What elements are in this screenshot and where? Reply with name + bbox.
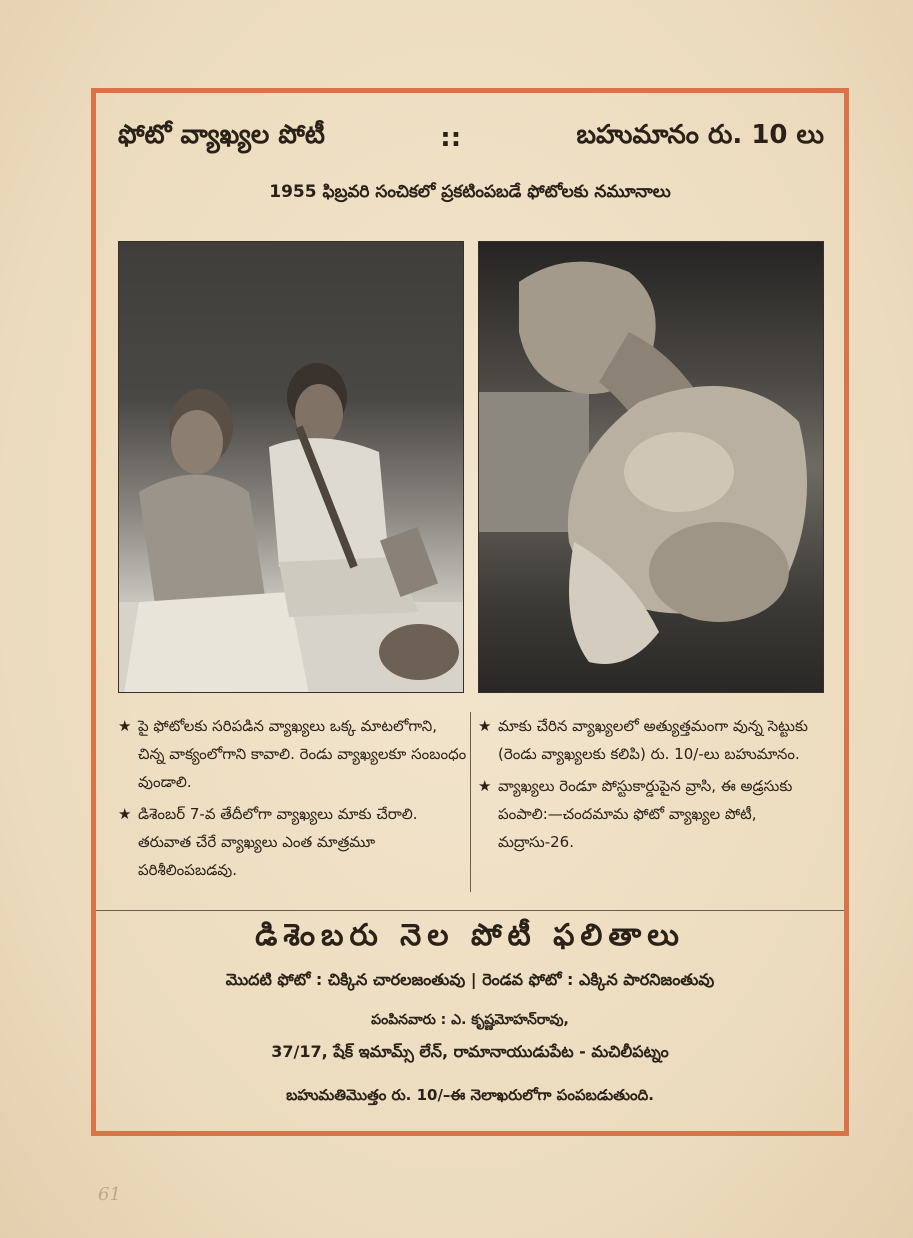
contest-title: ఫోటో వ్యాఖ్యల పోటీ (118, 120, 325, 150)
star-icon: ★ (118, 717, 132, 735)
rule-item (118, 800, 468, 884)
prize-note: బహుమతిమొత్తం రు. 10/–ఈ నెలాఖరులోగా పంపబడుతుంది. (286, 1086, 654, 1104)
rule-text: డిశెంబర్ 7-వ తేదీలోగా వ్యాఖ్యలు మాకు చేరాలి. తరువాత చేరే వ్యాఖ్యలు ఎంత మాత్రమూ పరిశీలింపబడవు. (138, 805, 418, 879)
section-divider (96, 910, 844, 911)
subtitle: 1955 ఫిబ్రవరి సంచికలో ప్రకటింపబడే ఫోటోలకు నమూనాలు (269, 182, 671, 202)
sender-label: పంపినవారు : ఎ. కృష్ణమోహన్‌రావు, (371, 1012, 569, 1028)
rule-text: వ్యాఖ్యలు రెండూ పోస్టుకార్డుపైన వ్రాసి, ఈ అడ్రసుకు పంపాలి:—చందమామ ఫోటో వ్యాఖ్యల పోటీ, మద్రాసు-26. (498, 777, 793, 851)
camels-photo (478, 241, 824, 693)
page-number: 61 (98, 1184, 121, 1205)
header-separator: :: (440, 123, 462, 153)
rule-text: పై ఫోటోలకు సరిపడిన వ్యాఖ్యలు ఒక్క మాటలోగాని, చిన్న వాక్యంలోగాని కావాలి. రెండు వ్యాఖ్యలకూ సంబంధం వుండాలి. (138, 717, 467, 791)
contest-header (100, 116, 840, 160)
rule-item (478, 712, 830, 768)
prize-amount: బహుమానం రు. 10 లు (576, 120, 824, 150)
star-icon: ★ (478, 777, 492, 795)
rule-item (118, 712, 468, 796)
rule-text: మాకు చేరిన వ్యాఖ్యలలో అత్యుత్తమంగా వున్న సెట్టుకు (రెండు వ్యాఖ్యలకు కలిపి) రు. 10/-లు బహుమానం. (498, 717, 808, 763)
column-divider (470, 712, 471, 892)
rule-item (478, 772, 830, 856)
rules-left (118, 712, 468, 892)
winner-address: 37/17, షేక్ ఇమామ్స్ లేన్, రామానాయుడుపేట - మచిలీపట్నం (271, 1042, 669, 1061)
rules-right (478, 712, 830, 892)
children-photo (118, 241, 464, 693)
star-icon: ★ (118, 805, 132, 823)
results-title: డిశెంబరు నెల పోటీ ఫలితాలు (255, 918, 685, 953)
results-line: మొదటి ఫోటో : చిక్కిన చారలజంతువు | రెండవ ఫోటో : ఎక్కిన పారనిజంతువు (225, 970, 715, 989)
star-icon: ★ (478, 717, 492, 735)
